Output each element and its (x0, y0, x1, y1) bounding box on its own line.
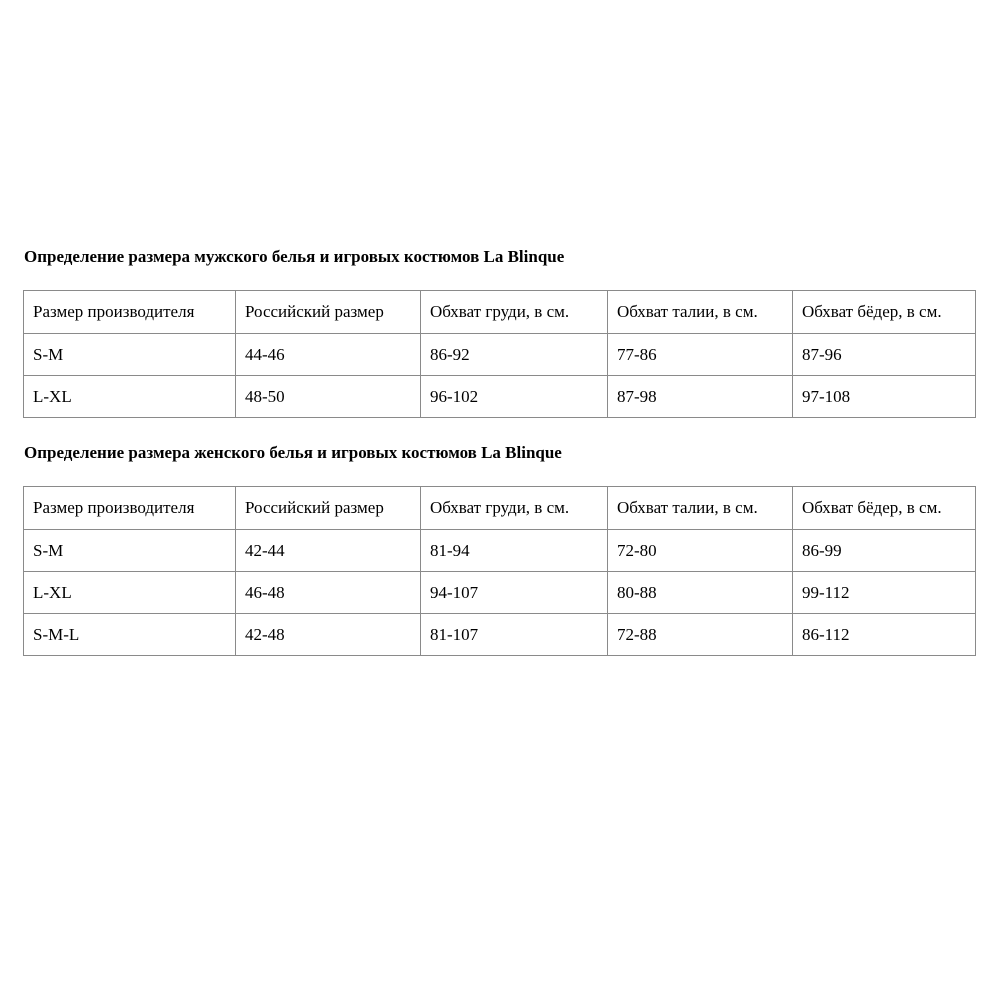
column-header-manufacturer-size: Размер производителя (24, 291, 236, 334)
table-cell: S-M-L (24, 614, 236, 656)
table-cell: 86-112 (793, 614, 976, 656)
table-cell: 81-107 (421, 614, 608, 656)
column-header-manufacturer-size: Размер производителя (24, 487, 236, 530)
table-cell: 81-94 (421, 530, 608, 572)
column-header-hips: Обхват бёдер, в см. (793, 487, 976, 530)
column-header-chest: Обхват груди, в см. (421, 291, 608, 334)
table-cell: S-M (24, 334, 236, 376)
womens-size-section (23, 442, 975, 656)
table-cell: L-XL (24, 572, 236, 614)
column-header-russian-size: Российский размер (236, 291, 421, 334)
table-cell: 46-48 (236, 572, 421, 614)
table-cell: 72-88 (608, 614, 793, 656)
table-row (24, 614, 976, 656)
table-cell: 87-98 (608, 376, 793, 418)
womens-table-title: Определение размера женского белья и игровых костюмов La Blinque (24, 443, 562, 462)
table-cell: 48-50 (236, 376, 421, 418)
table-cell: 99-112 (793, 572, 976, 614)
table-cell: 86-99 (793, 530, 976, 572)
table-cell: 42-44 (236, 530, 421, 572)
column-header-chest: Обхват груди, в см. (421, 487, 608, 530)
column-header-hips: Обхват бёдер, в см. (793, 291, 976, 334)
table-cell: 97-108 (793, 376, 976, 418)
table-cell: 87-96 (793, 334, 976, 376)
column-header-russian-size: Российский размер (236, 487, 421, 530)
header-row (24, 487, 976, 530)
table-row (24, 334, 976, 376)
mens-table-title: Определение размера мужского белья и игровых костюмов La Blinque (24, 247, 565, 266)
table-cell: 96-102 (421, 376, 608, 418)
womens-size-table (23, 486, 976, 656)
table-cell: L-XL (24, 376, 236, 418)
table-row (24, 376, 976, 418)
mens-size-section (23, 246, 975, 418)
table-cell: 94-107 (421, 572, 608, 614)
mens-size-table (23, 290, 976, 418)
table-row (24, 530, 976, 572)
table-cell: 42-48 (236, 614, 421, 656)
table-cell: 86-92 (421, 334, 608, 376)
column-header-waist: Обхват талии, в см. (608, 487, 793, 530)
column-header-waist: Обхват талии, в см. (608, 291, 793, 334)
table-cell: 80-88 (608, 572, 793, 614)
header-row (24, 291, 976, 334)
table-cell: 72-80 (608, 530, 793, 572)
table-cell: S-M (24, 530, 236, 572)
table-cell: 77-86 (608, 334, 793, 376)
table-row (24, 572, 976, 614)
table-cell: 44-46 (236, 334, 421, 376)
